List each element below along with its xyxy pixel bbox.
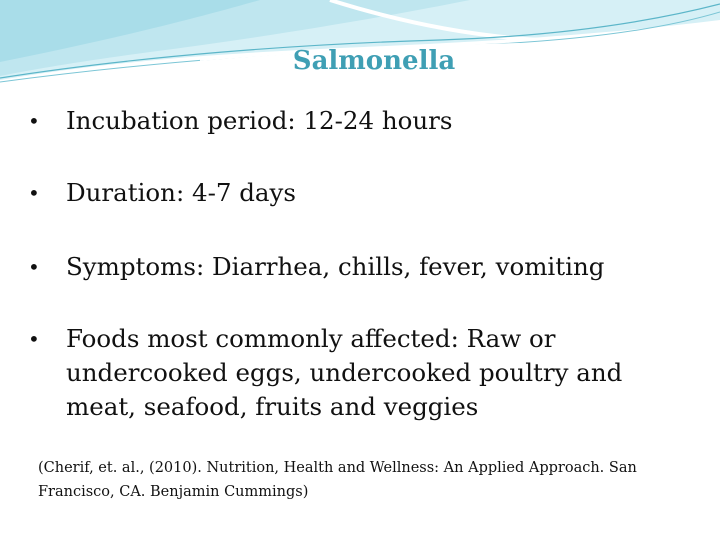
bullet-marker: • [28,327,40,351]
bullet-text-incubation: Incubation period: 12-24 hours [66,106,453,135]
bullet-text-foods: Foods most commonly affected: Raw or undercooked eggs, undercooked poultry and meat, seafood, fruits and veggies [66,324,623,421]
bullet-marker: • [28,181,40,205]
bullet-item [28,322,688,424]
bullet-text-duration: Duration: 4-7 days [66,178,296,207]
citation-text: (Cherif, et. al., (2010). Nutrition, Health and Wellness: An Applied Approach. San Francisco, CA. Benjamin Cummings) [38,460,637,500]
bullet-item [28,250,604,284]
bullet-item [28,176,296,210]
bullet-text-symptoms: Symptoms: Diarrhea, chills, fever, vomiting [66,252,605,281]
slide-title: Salmonella [292,46,456,76]
bullet-marker: • [28,255,40,279]
bullet-item [28,104,452,138]
bullet-marker: • [28,109,40,133]
